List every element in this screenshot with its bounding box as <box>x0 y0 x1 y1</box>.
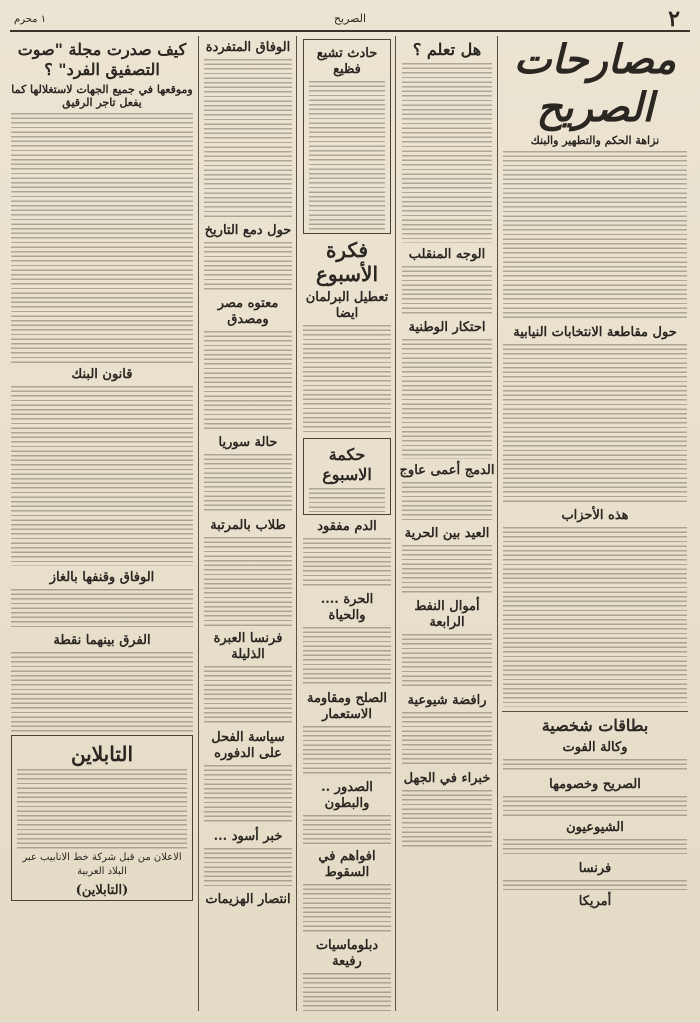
divider <box>502 711 688 712</box>
heading-mosaddegh: معتوه مصر ومصدق <box>217 296 279 327</box>
heading-events: حادث تشيع فظيع <box>316 46 378 77</box>
heading-patriot: احتكار الوطنية <box>408 320 486 335</box>
ad-title: التابلاين <box>70 742 134 766</box>
tapline-advertisement <box>11 735 193 901</box>
heading-history: حول دمع التاريخ <box>204 223 292 238</box>
article-body-filler <box>17 769 187 849</box>
heading-wisdom: حكمة الاسبوع <box>322 445 372 484</box>
column-rule <box>296 36 297 1011</box>
article-body-filler <box>402 712 492 767</box>
heading-diplomacy: دبلوماسيات رفيعة <box>315 938 379 969</box>
card-item: أمريكا <box>578 894 612 909</box>
article-body-filler <box>204 537 292 627</box>
heading-syria: حالة سوريا <box>218 435 278 450</box>
article-body-filler <box>11 113 193 363</box>
heading-black: خبر أسود ... <box>213 829 283 844</box>
heading-blood: الدم مفقود <box>317 519 377 534</box>
article-body-filler <box>503 759 687 773</box>
subheading-how: وموقعها في جميع الجهات لاستغلالها كما يفعل تاجر الرقيق <box>11 83 193 109</box>
article-body-filler <box>204 454 292 514</box>
article-body-filler <box>503 344 687 504</box>
heading-defeats: انتصار الهزيمات <box>205 892 291 907</box>
article-body-filler <box>303 726 391 776</box>
card-item: الشيوعيون <box>566 820 624 835</box>
article-body-filler <box>402 634 492 689</box>
article-body-filler <box>303 325 391 435</box>
masthead-title: مصارحات الصريح <box>513 36 677 131</box>
heading-bank: قانون البنك <box>71 367 133 382</box>
article-body-filler <box>303 973 391 1011</box>
article-body-filler <box>402 545 492 595</box>
column-rule <box>198 36 199 1011</box>
heading-idea: فكرة الأسبوع <box>315 238 379 286</box>
heading-east: الفرق بينهما نقطة <box>53 633 151 648</box>
column-2 <box>399 36 495 1011</box>
article-body-filler <box>204 331 292 431</box>
heading-turn: الوجه المنقلب <box>408 247 486 262</box>
column-4 <box>201 36 295 1011</box>
article-body-filler <box>402 482 492 522</box>
card-item: الصريح وخصومها <box>549 777 641 792</box>
article-body-filler <box>303 627 391 687</box>
paper-name: الصريح <box>333 12 367 25</box>
heading-chests: الصدور .. والبطون <box>321 780 373 811</box>
article-body-filler <box>503 151 687 321</box>
article-body-filler <box>303 538 391 588</box>
heading-how: كيف صدرت مجلة "صوت التصفيق الفرد" ؟ <box>17 40 187 79</box>
ad-text: الاعلان من قبل شركة خط الانابيب عبر البلاد العربية <box>22 852 182 877</box>
article-body-filler <box>402 339 492 459</box>
heading-return: فرنسا العبرة الذليلة <box>213 631 283 662</box>
article-body-filler <box>204 59 292 219</box>
card-item: فرنسا <box>578 861 612 876</box>
heading-chaos: الدمج أعمى عاوج <box>399 463 495 478</box>
masthead-subtitle: نزاهة الحكم والتطهير والبنك <box>530 134 660 147</box>
article-body-filler <box>309 81 385 231</box>
heading-freedom: الحرة .... والحياة <box>320 592 374 623</box>
heading-cards: بطاقات شخصية <box>541 716 649 735</box>
heading-fire: افواهم في السقوط <box>318 849 376 880</box>
heading-wafd: الوفاق المتفردة <box>205 40 291 55</box>
column-3 <box>300 36 394 1011</box>
ad-name: (التابلاين) <box>75 883 129 898</box>
boxed-article <box>303 39 391 234</box>
page-number: ٢ <box>668 6 680 32</box>
article-body-filler <box>503 839 687 857</box>
article-body-filler <box>303 884 391 934</box>
issue-date: ١ محرم <box>14 14 47 25</box>
heading-parliament: تعطيل البرلمان ايضا <box>305 290 389 321</box>
heading-comm: رافضة شيوعية <box>407 693 487 708</box>
article-body-filler <box>11 589 193 629</box>
article-body-filler <box>503 527 687 707</box>
heading-policy: سياسة الفحل على الدفوره <box>211 730 285 761</box>
article-body-filler <box>303 815 391 845</box>
article-body-filler <box>503 796 687 816</box>
heading-eid: العيد بين الحرية <box>404 526 490 541</box>
heading-parties: هذه الأحزاب <box>561 508 629 523</box>
column-1 <box>500 36 690 1011</box>
column-5 <box>8 36 196 1011</box>
heading-peace: الصلح ومقاومة الاستعمار <box>306 691 388 722</box>
heading-know: هل تعلم ؟ <box>412 40 482 59</box>
article-body-filler <box>204 765 292 825</box>
article-body-filler <box>309 488 385 512</box>
article-body-filler <box>204 666 292 726</box>
heading-elections: حول مقاطعة الانتخابات النيابية <box>513 325 677 340</box>
article-body-filler <box>204 242 292 292</box>
article-body-filler <box>402 266 492 316</box>
column-rule <box>395 36 396 1011</box>
heading-wafd2: الوفاق وقنفها بالغاز <box>49 570 155 585</box>
column-rule <box>497 36 498 1011</box>
page-header <box>10 6 690 32</box>
card-item: وكالة الفوت <box>562 740 628 755</box>
boxed-article <box>303 438 391 515</box>
article-body-filler <box>402 790 492 850</box>
article-body-filler <box>11 652 193 732</box>
article-body-filler <box>503 880 687 890</box>
article-body-filler <box>402 63 492 243</box>
article-body-filler <box>204 848 292 888</box>
heading-ignorance: خبراء في الجهل <box>403 771 491 786</box>
heading-students: طلاب بالمرتبة <box>210 518 286 533</box>
heading-oil: أموال النفط الرابعة <box>414 599 480 630</box>
article-body-filler <box>11 386 193 566</box>
